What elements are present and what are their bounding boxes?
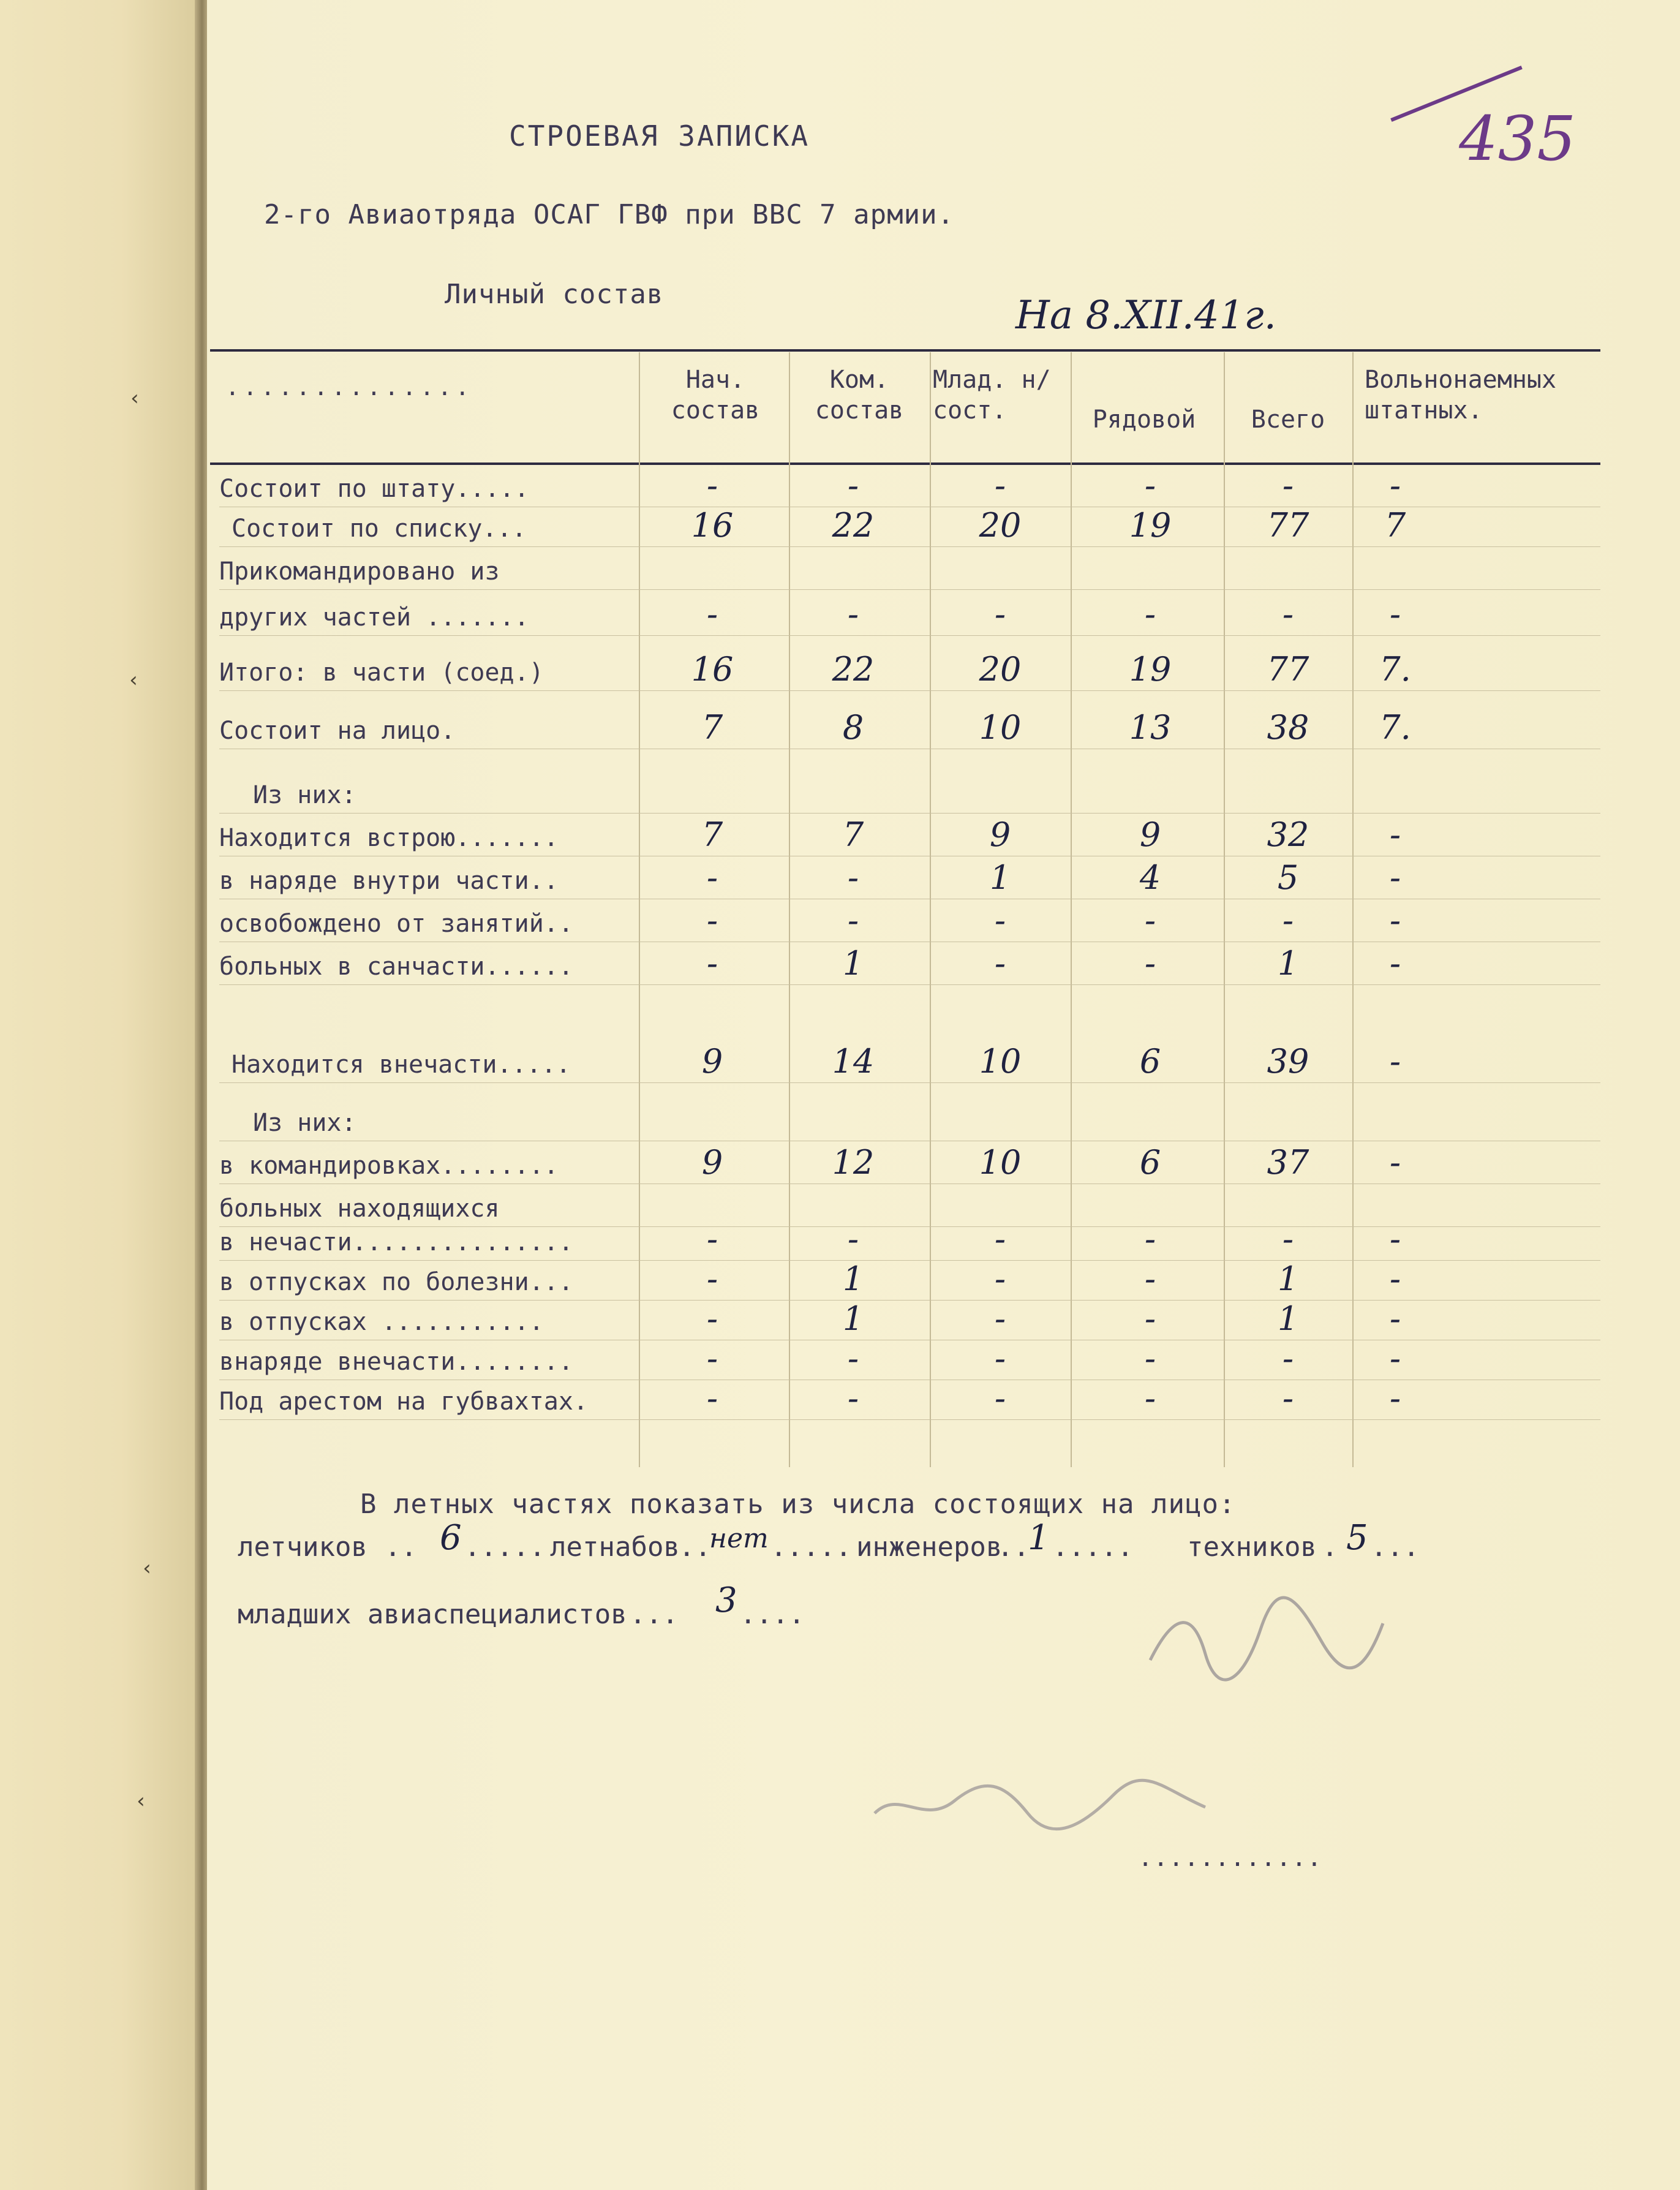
- table-cell: -: [994, 1259, 1006, 1298]
- table-cell: 7: [701, 708, 723, 747]
- table-cell: -: [706, 595, 718, 633]
- table-cell: -: [1389, 1259, 1401, 1298]
- row-label: в нечасти...............: [219, 1228, 573, 1256]
- column-header: Всего: [1251, 406, 1325, 434]
- table-top-rule: [210, 349, 1600, 352]
- table-cell: 7.: [1379, 708, 1411, 747]
- row-rule: [219, 984, 1600, 985]
- row-rule: [219, 1419, 1600, 1420]
- table-cell: -: [1144, 466, 1156, 505]
- table-cell: -: [1389, 466, 1401, 505]
- signature-mark: [868, 1764, 1211, 1838]
- document-title: СТРОЕВАЯ ЗАПИСКА: [509, 119, 810, 153]
- row-label: больных находящихся: [219, 1195, 500, 1223]
- table-cell: -: [994, 1220, 1006, 1258]
- table-cell: 7: [701, 815, 723, 854]
- table-cell: -: [847, 595, 859, 633]
- table-cell: 39: [1267, 1042, 1309, 1081]
- row-label: в наряде внутри части..: [219, 867, 559, 895]
- pilots-label: летчиков: [238, 1531, 367, 1563]
- table-cell: 19: [1129, 650, 1172, 689]
- table-cell: -: [847, 1379, 859, 1418]
- table-cell: -: [1282, 1379, 1294, 1418]
- row-label: внаряде внечасти........: [219, 1348, 573, 1376]
- row-label: Итого: в части (соед.): [219, 659, 544, 687]
- binding-mark: ‹: [135, 1789, 148, 1813]
- table-cell: 77: [1267, 650, 1309, 689]
- table-cell: -: [847, 901, 859, 940]
- table-cell: -: [706, 901, 718, 940]
- table-cell: -: [1282, 901, 1294, 940]
- table-cell: -: [847, 858, 859, 897]
- table-cell: 19: [1129, 506, 1172, 545]
- table-cell: 7.: [1379, 650, 1411, 689]
- table-cell: -: [847, 1220, 859, 1258]
- row-label: Состоит по штату.....: [219, 475, 529, 503]
- row-rule: [219, 1082, 1600, 1083]
- row-rule: [219, 635, 1600, 636]
- table-cell: -: [1144, 1339, 1156, 1378]
- table-cell: 1: [842, 944, 864, 983]
- dots: .....: [770, 1531, 852, 1563]
- table-cell: 8: [842, 708, 864, 747]
- dots: ....: [740, 1599, 805, 1630]
- column-header: Вольнонаемных штатных.: [1365, 366, 1557, 425]
- table-cell: -: [1389, 1220, 1401, 1258]
- row-rule: [219, 589, 1600, 590]
- row-label: больных в санчасти......: [219, 953, 573, 981]
- dots: ...: [630, 1599, 679, 1630]
- table-cell: -: [1389, 815, 1401, 854]
- row-label: Из них:: [253, 781, 356, 809]
- dots: .....: [1052, 1531, 1134, 1563]
- table-cell: 10: [979, 1143, 1022, 1182]
- table-cell: -: [1389, 1379, 1401, 1418]
- table-cell: 13: [1129, 708, 1172, 747]
- table-cell: -: [1144, 595, 1156, 633]
- table-cell: 10: [979, 708, 1022, 747]
- dots: ..: [679, 1531, 711, 1563]
- table-cell: -: [706, 858, 718, 897]
- row-label: в командировках........: [219, 1152, 559, 1180]
- dots: ...: [1371, 1531, 1420, 1563]
- table-cell: -: [847, 1339, 859, 1378]
- dots: .....: [464, 1531, 546, 1563]
- navigators-value: нет: [709, 1523, 769, 1554]
- row-label: освобождено от занятий..: [219, 910, 573, 938]
- table-cell: -: [1144, 901, 1156, 940]
- table-cell: -: [994, 1339, 1006, 1378]
- column-header: Рядовой: [1092, 406, 1196, 434]
- table-cell: -: [1144, 1299, 1156, 1338]
- table-cell: 22: [832, 650, 875, 689]
- row-rule: [219, 690, 1600, 691]
- junior-label: младших авиаспециалистов: [238, 1599, 627, 1630]
- table-cell: 10: [979, 1042, 1022, 1081]
- table-cell: 38: [1267, 708, 1309, 747]
- row-label: Прикомандировано из: [219, 557, 500, 586]
- binding-mark: ‹: [129, 386, 141, 410]
- footer-intro: В летных частях показать из числа состоящих на лицо:: [360, 1489, 1236, 1520]
- table-cell: -: [994, 901, 1006, 940]
- table-cell: 7: [1384, 506, 1406, 545]
- table-cell: -: [706, 1220, 718, 1258]
- table-cell: 16: [691, 650, 734, 689]
- row-rule: [219, 546, 1600, 547]
- table-cell: 9: [989, 815, 1011, 854]
- row-label: Находится внечасти.....: [232, 1051, 571, 1079]
- table-cell: -: [1282, 595, 1294, 633]
- dots: .: [1322, 1531, 1338, 1563]
- table-cell: -: [1389, 858, 1401, 897]
- table-cell: 9: [1139, 815, 1161, 854]
- section-title: Личный состав: [445, 279, 664, 310]
- table-cell: -: [1144, 1259, 1156, 1298]
- table-cell: -: [1282, 1339, 1294, 1378]
- row-label: Состоит по списку...: [232, 515, 527, 543]
- signature-dots: ............: [1138, 1844, 1322, 1872]
- row-label: Состоит на лицо.: [219, 717, 456, 745]
- table-cell: -: [1144, 1379, 1156, 1418]
- table-header-rule: [210, 463, 1600, 465]
- dots: ..: [385, 1531, 417, 1563]
- table-cell: 16: [691, 506, 734, 545]
- signature-mark: [1138, 1587, 1395, 1691]
- table-cell: 1: [1277, 944, 1299, 983]
- table-cell: 4: [1139, 858, 1161, 897]
- table-cell: -: [706, 1299, 718, 1338]
- table-cell: 22: [832, 506, 875, 545]
- table-cell: -: [1389, 944, 1401, 983]
- table-cell: -: [706, 1259, 718, 1298]
- junior-value: 3: [715, 1580, 737, 1620]
- column-header: Нач. состав: [671, 366, 760, 425]
- column-header: Ком. состав: [815, 366, 904, 425]
- table-cell: -: [847, 466, 859, 505]
- row-rule: [219, 813, 1600, 814]
- table-cell: 6: [1139, 1042, 1161, 1081]
- table-cell: 9: [701, 1042, 723, 1081]
- table-cell: -: [706, 466, 718, 505]
- table-cell: -: [994, 1299, 1006, 1338]
- table-cell: 9: [701, 1143, 723, 1182]
- table-cell: 37: [1267, 1143, 1309, 1182]
- table-cell: 32: [1267, 815, 1309, 854]
- table-cell: -: [994, 944, 1006, 983]
- table-cell: -: [1389, 1299, 1401, 1338]
- table-cell: 1: [989, 858, 1011, 897]
- table-cell: -: [1282, 1220, 1294, 1258]
- table-cell: -: [1389, 1143, 1401, 1182]
- navigators-label: летнабов: [550, 1531, 680, 1563]
- table-cell: -: [706, 1339, 718, 1378]
- table-cell: 6: [1139, 1143, 1161, 1182]
- column-header: Млад. н/сост.: [933, 366, 1051, 425]
- as-of-date: На 8.XII.41г.: [1015, 293, 1276, 338]
- row-label: Находится встрою.......: [219, 824, 559, 852]
- reference-number: 435: [1459, 103, 1576, 175]
- table-cell: 14: [832, 1042, 875, 1081]
- table-cell: 1: [1277, 1259, 1299, 1298]
- pilots-value: 6: [440, 1518, 462, 1558]
- table-cell: -: [1389, 901, 1401, 940]
- table-cell: -: [1389, 1042, 1401, 1081]
- table-cell: 1: [1277, 1299, 1299, 1338]
- table-cell: 1: [842, 1299, 864, 1338]
- document-subtitle: 2-го Авиаотряда ОСАГ ГВФ при ВВС 7 армии.: [264, 199, 955, 230]
- table-cell: -: [1389, 1339, 1401, 1378]
- technicians-value: 5: [1346, 1518, 1368, 1558]
- table-cell: -: [994, 1379, 1006, 1418]
- row-label: других частей .......: [219, 603, 529, 632]
- engineers-value: 1: [1028, 1518, 1050, 1558]
- header-dots: ..............: [225, 374, 473, 401]
- dots: ..: [997, 1531, 1030, 1563]
- table-cell: -: [1282, 466, 1294, 505]
- table-cell: -: [1144, 1220, 1156, 1258]
- table-cell: 20: [979, 650, 1022, 689]
- row-label: в отпусках по болезни...: [219, 1268, 573, 1296]
- row-label: Из них:: [253, 1109, 356, 1137]
- engineers-label: инженеров: [856, 1531, 1003, 1563]
- table-cell: 1: [842, 1259, 864, 1298]
- table-cell: -: [706, 1379, 718, 1418]
- table-cell: 20: [979, 506, 1022, 545]
- row-label: Под арестом на губвахтах.: [219, 1388, 589, 1416]
- left-page: [0, 0, 202, 2190]
- table-cell: 5: [1277, 858, 1299, 897]
- table-cell: -: [706, 944, 718, 983]
- binding-mark: ‹: [141, 1556, 154, 1580]
- table-cell: -: [1144, 944, 1156, 983]
- table-cell: -: [1389, 595, 1401, 633]
- table-cell: -: [994, 466, 1006, 505]
- table-cell: 77: [1267, 506, 1309, 545]
- table-cell: -: [994, 595, 1006, 633]
- table-cell: 7: [842, 815, 864, 854]
- table-cell: 12: [832, 1143, 875, 1182]
- document-sheet: [207, 0, 1680, 2190]
- technicians-label: техников: [1187, 1531, 1317, 1563]
- binding-mark: ‹: [127, 668, 140, 692]
- row-label: в отпусках ...........: [219, 1308, 544, 1336]
